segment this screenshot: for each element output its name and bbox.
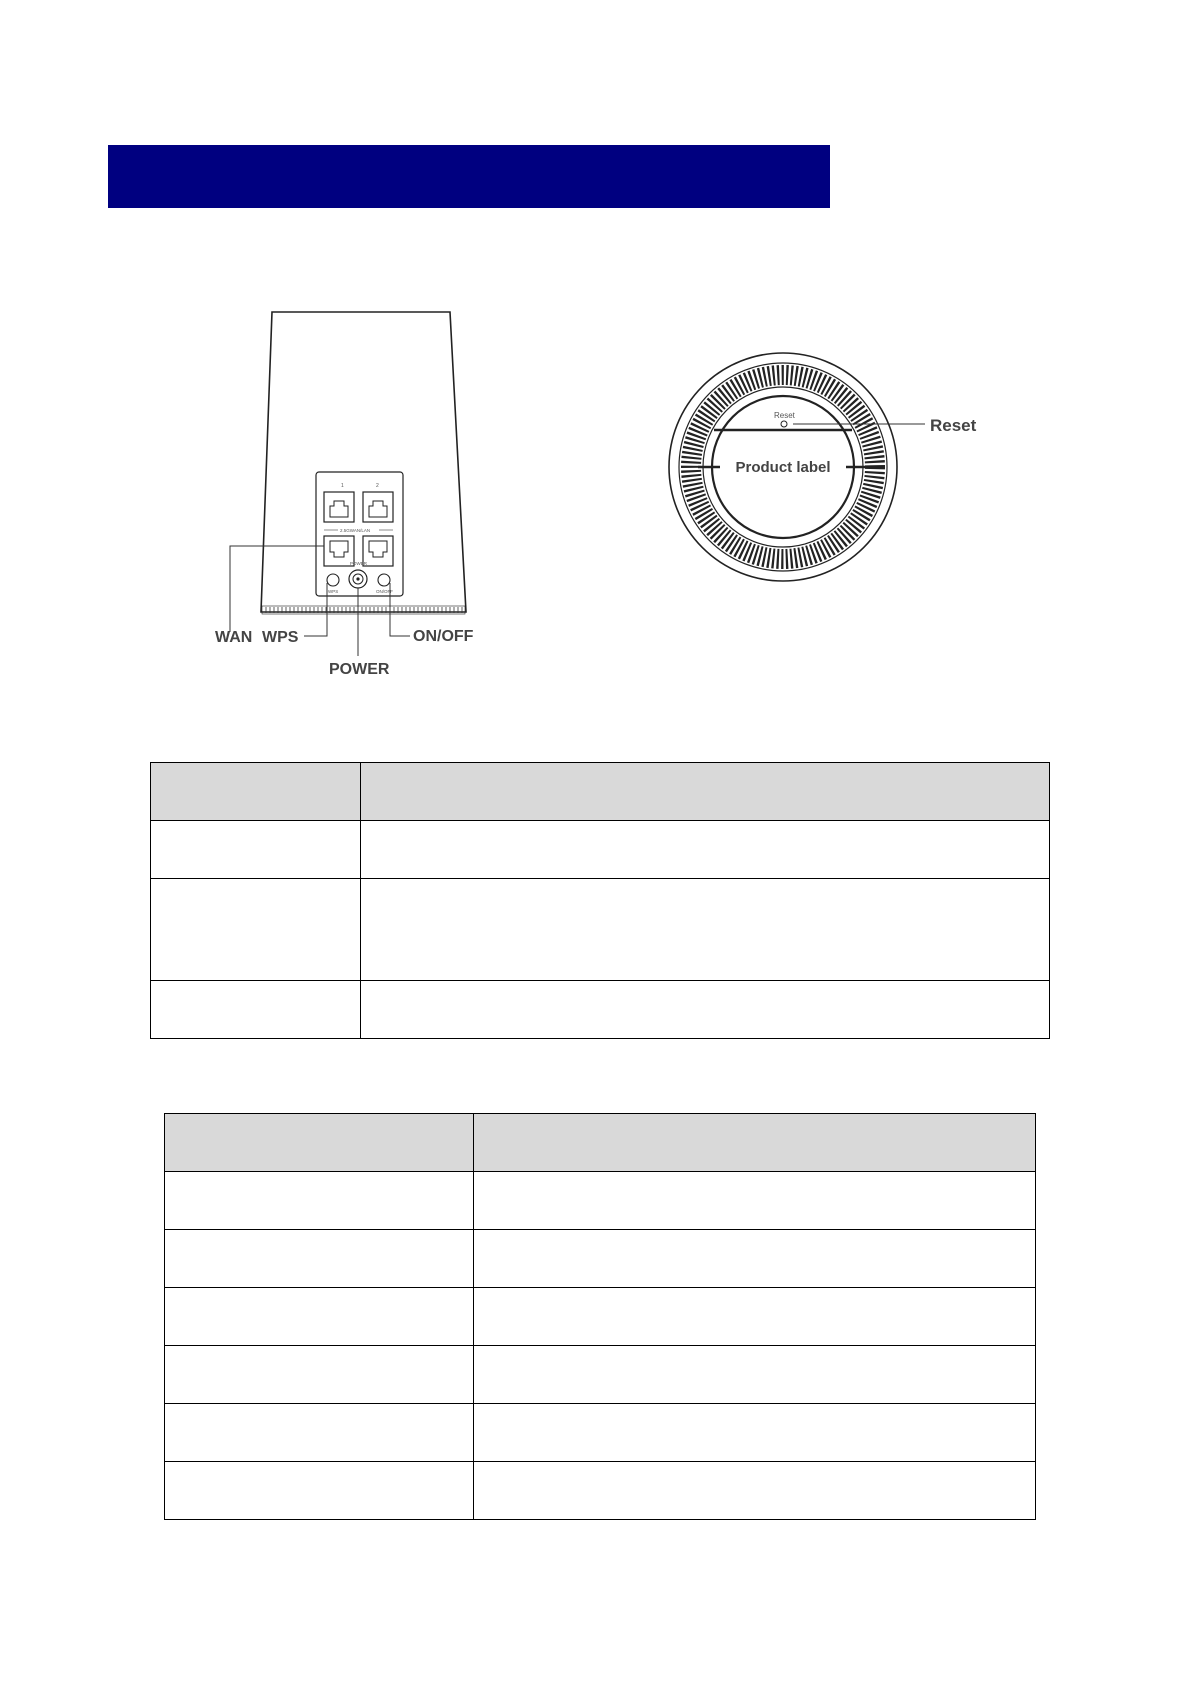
wps-button-label: WPS: [328, 589, 339, 594]
router-back-panel-drawing: [200, 300, 500, 695]
table-row: [151, 821, 1050, 879]
product-label-text: Product label: [735, 459, 831, 476]
power-jack: [349, 570, 367, 588]
table-cell: [474, 1288, 1036, 1346]
lan-group-label: 2.5GWAN/LAN: [340, 528, 371, 533]
table-cell: [165, 1404, 474, 1462]
table-cell: [361, 821, 1050, 879]
table-cell: [474, 1346, 1036, 1404]
on-off-label: ON/OFF: [413, 628, 474, 645]
table-cell: [361, 879, 1050, 981]
ethernet-port-1: [324, 492, 354, 522]
table-header-cell: [151, 763, 361, 821]
table-cell: [474, 1404, 1036, 1462]
table-header-cell: [165, 1114, 474, 1172]
ethernet-port-2: [363, 492, 393, 522]
table-cell: [165, 1346, 474, 1404]
table-row: [165, 1404, 1036, 1462]
section-header-bar: [108, 145, 830, 208]
interfaces-table: [150, 762, 1050, 1039]
ethernet-port-4: [363, 536, 393, 566]
router-bottom-view-figure: [668, 352, 1048, 602]
table-header-row: [165, 1114, 1036, 1172]
table-row: [165, 1172, 1036, 1230]
port-2-label: 2: [376, 483, 379, 489]
onoff-button: [378, 574, 390, 586]
wps-button: [327, 574, 339, 586]
table-cell: [165, 1462, 474, 1520]
router-back-panel-figure: [200, 300, 500, 695]
table-cell: [474, 1462, 1036, 1520]
table-row: [151, 981, 1050, 1039]
table-cell: [165, 1288, 474, 1346]
table-cell: [165, 1172, 474, 1230]
reset-small-label: Reset: [774, 411, 795, 420]
table-cell: [474, 1230, 1036, 1288]
table-header-cell: [361, 763, 1050, 821]
table-header-row: [151, 763, 1050, 821]
leds-table: [164, 1113, 1036, 1520]
port-1-label: 1: [341, 483, 344, 489]
table-cell: [151, 879, 361, 981]
table-row: [165, 1346, 1036, 1404]
table-cell: [151, 981, 361, 1039]
table-row: [165, 1230, 1036, 1288]
table-cell: [165, 1230, 474, 1288]
table-cell: [151, 821, 361, 879]
table-row: [165, 1288, 1036, 1346]
table-header-cell: [474, 1114, 1036, 1172]
onoff-button-label: ON/OFF: [376, 589, 393, 594]
table-cell: [361, 981, 1050, 1039]
reset-pinhole: [781, 421, 787, 427]
table-row: [165, 1462, 1036, 1520]
table-cell: [474, 1172, 1036, 1230]
wan-label: WAN: [215, 629, 253, 646]
reset-label: Reset: [930, 416, 977, 435]
wps-label: WPS: [262, 629, 299, 646]
table-row: [151, 879, 1050, 981]
power-label: POWER: [329, 661, 390, 678]
router-bottom-view-drawing: [668, 352, 1048, 602]
power-jack-label: POWER: [350, 561, 368, 566]
